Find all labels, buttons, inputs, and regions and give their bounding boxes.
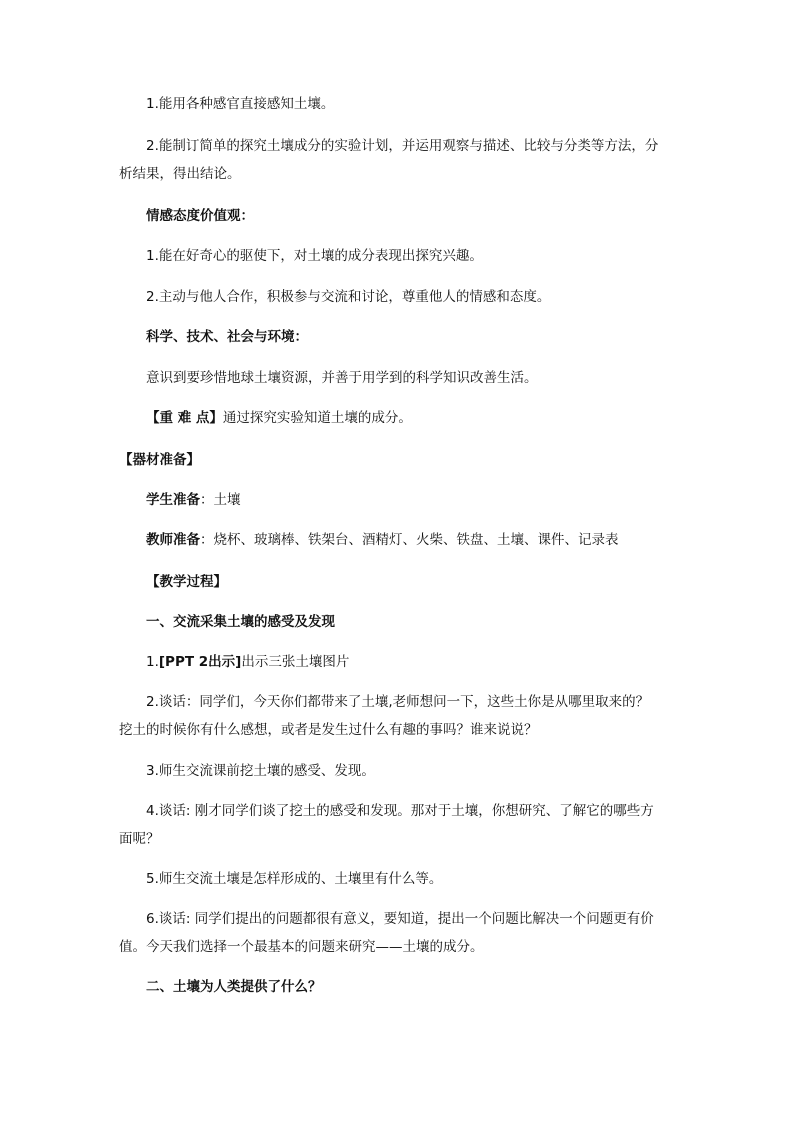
- teacher-text: ：烧杯、玻璃棒、铁架台、酒精灯、火柴、铁盘、土壤、课件、记录表: [200, 532, 619, 548]
- objective-item-1: 1.能用各种感官直接感知土壤。: [146, 96, 335, 112]
- step-1-ppt-label: [PPT 2出示]: [158, 654, 242, 670]
- section-2-heading: 二、土壤为人类提供了什么？: [146, 979, 322, 995]
- student-label: 学生准备: [146, 492, 200, 508]
- emotion-item-2: 2.主动与他人合作，积极参与交流和讨论，尊重他人的情感和态度。: [146, 289, 551, 305]
- sts-heading: 科学、技术、社会与环境：: [146, 329, 308, 345]
- step-4-line-2: 面呢？: [119, 831, 160, 847]
- student-materials: [146, 490, 706, 510]
- step-4-line-1: 4.谈话: 刚才同学们谈了挖土的感受和发现。那对于土壤，你想研究、了解它的哪些方: [146, 803, 654, 819]
- step-6-line-2: 值。今天我们选择一个最基本的问题来研究——土壤的成分。: [119, 939, 484, 955]
- key-difficult-point: [146, 408, 706, 428]
- step-2-line-1: 2.谈话：同学们，今天你们都带来了土壤,老师想问一下，这些土你是从哪里取来的？: [146, 694, 650, 710]
- step-1-prefix: 1.: [146, 654, 159, 670]
- step-1: [146, 652, 706, 672]
- materials-heading: 【器材准备】: [119, 452, 200, 468]
- emotion-heading: 情感态度价值观：: [146, 208, 254, 224]
- step-3: 3.师生交流课前挖土壤的感受、发现。: [146, 763, 375, 779]
- section-1-heading: 一、交流采集土壤的感受及发现: [146, 614, 335, 630]
- objective-item-2-line-1: 2.能制订简单的探究土壤成分的实验计划，并运用观察与描述、比较与分类等方法，分: [146, 138, 659, 154]
- process-heading: 【教学过程】: [146, 574, 227, 590]
- student-text: ：土壤: [200, 492, 241, 508]
- teacher-materials: [146, 530, 706, 550]
- teacher-label: 教师准备: [146, 532, 200, 548]
- step-6-line-1: 6.谈话: 同学们提出的问题都很有意义，要知道，提出一个问题比解决一个问题更有价: [146, 911, 654, 927]
- step-1-text: 出示三张土壤图片: [241, 654, 350, 670]
- sts-text: 意识到要珍惜地球土壤资源，并善于用学到的科学知识改善生活。: [146, 370, 538, 386]
- step-2-line-2: 挖土的时候你有什么感想，或者是发生过什么有趣的事吗？谁来说说？: [119, 722, 538, 738]
- objective-item-2-line-2: 析结果，得出结论。: [119, 166, 241, 182]
- key-label: 【重 难 点】: [146, 410, 223, 426]
- emotion-item-1: 1.能在好奇心的驱使下，对土壤的成分表现出探究兴趣。: [146, 248, 483, 264]
- step-5: 5.师生交流土壤是怎样形成的、土壤里有什么等。: [146, 871, 443, 887]
- key-text: 通过探究实验知道土壤的成分。: [222, 410, 412, 426]
